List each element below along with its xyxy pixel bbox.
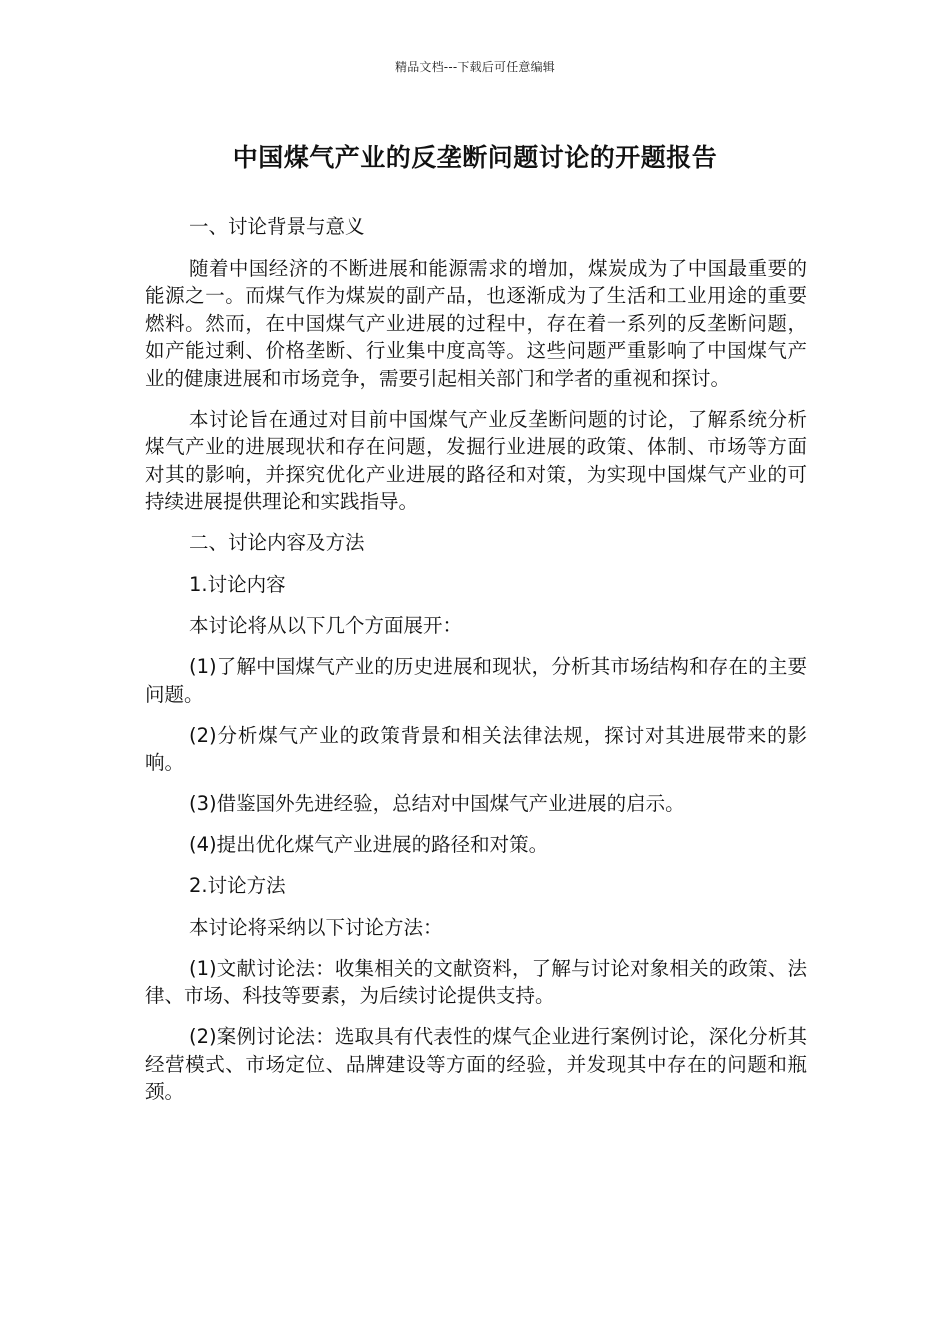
paragraph-background: 随着中国经济的不断进展和能源需求的增加，煤炭成为了中国最重要的能源之一。而煤气作为煤炭的副产品，也逐渐成为了生活和工业用途的重要燃料。然而，在中国煤气产业进展的过程中，存在着一系列的反垄断问题，如产能过剩、价格垄断、行业集中度高等。这些问题严重影响了中国煤气产业的健康进展和市场竞争，需要引起相关部门和学者的重视和探讨。 bbox=[145, 256, 807, 390]
list-item-content-1: (1)了解中国煤气产业的历史进展和现状，分析其市场结构和存在的主要问题。 bbox=[145, 655, 807, 706]
section-heading-content-method: 二、讨论内容及方法 bbox=[189, 531, 365, 554]
document-body bbox=[145, 213, 807, 1119]
subheading-content: 1.讨论内容 bbox=[189, 572, 286, 596]
section-heading-background: 一、讨论背景与意义 bbox=[189, 215, 365, 238]
list-item-content-4: (4)提出优化煤气产业进展的路径和对策。 bbox=[189, 833, 549, 856]
list-item-method-1: (1)文献讨论法：收集相关的文献资料，了解与讨论对象相关的政策、法律、市场、科技等要素，为后续讨论提供支持。 bbox=[145, 956, 807, 1007]
paragraph-method-intro: 本讨论将采纳以下讨论方法： bbox=[189, 915, 443, 939]
paragraph-content-intro: 本讨论将从以下几个方面展开： bbox=[189, 614, 463, 637]
list-item-content-3: (3)借鉴国外先进经验，总结对中国煤气产业进展的启示。 bbox=[189, 792, 685, 815]
paragraph-purpose: 本讨论旨在通过对目前中国煤气产业反垄断问题的讨论，了解系统分析煤气产业的进展现状和存在问题，发掘行业进展的政策、体制、市场等方面对其的影响，并探究优化产业进展的路径和对策，为实现中国煤气产业的可持续进展提供理论和实践指导。 bbox=[145, 407, 807, 513]
list-item-method-2: (2)案例讨论法：选取具有代表性的煤气企业进行案例讨论，深化分析其经营模式、市场定位、品牌建设等方面的经验，并发现其中存在的问题和瓶颈。 bbox=[145, 1025, 807, 1103]
header-note: 精品文档---下载后可任意编辑 bbox=[395, 60, 555, 74]
subheading-method: 2.讨论方法 bbox=[189, 874, 286, 897]
document-title: 中国煤气产业的反垄断问题讨论的开题报告 bbox=[232, 143, 718, 172]
list-item-content-2: (2)分析煤气产业的政策背景和相关法律法规，探讨对其进展带来的影响。 bbox=[145, 723, 807, 774]
